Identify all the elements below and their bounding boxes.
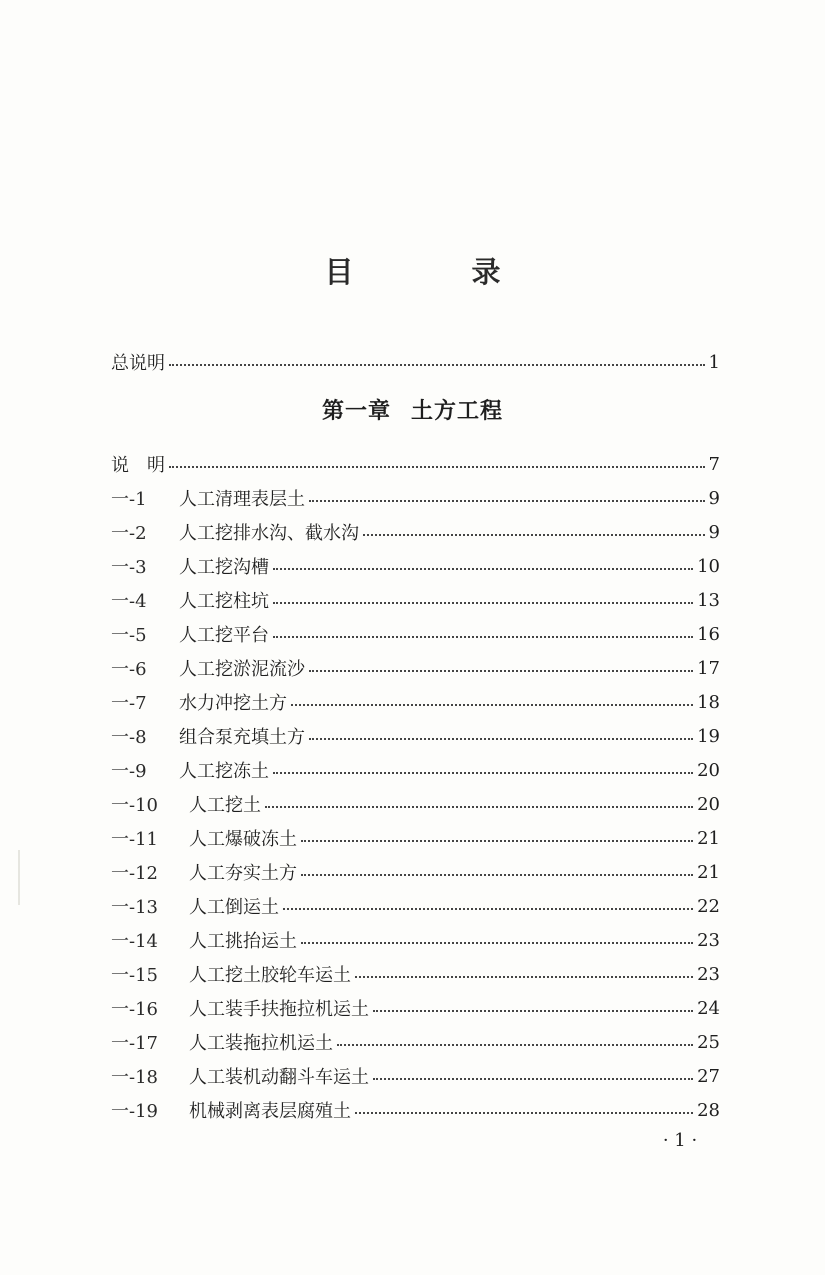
toc-leader-dots xyxy=(291,704,693,706)
toc-leader-dots xyxy=(355,1112,693,1114)
toc-entry-number: 一-18 xyxy=(111,1067,158,1088)
toc-entry-page: 9 xyxy=(708,487,720,509)
toc-leader-dots xyxy=(169,364,705,366)
toc-entry-page: 23 xyxy=(697,963,720,985)
toc-entry[interactable] xyxy=(111,1095,720,1125)
toc-intro-page: 1 xyxy=(708,351,720,373)
toc-leader-dots xyxy=(363,534,705,536)
toc-entry-page: 7 xyxy=(708,453,720,475)
toc-entry-label: 机械剥离表层腐殖土 xyxy=(189,1101,351,1122)
toc-entry-page: 13 xyxy=(697,589,720,611)
toc-entry-label: 人工挖冻土 xyxy=(179,761,269,782)
toc-entry-page: 28 xyxy=(697,1099,720,1121)
toc-entry[interactable] xyxy=(111,585,720,615)
toc-entry-number: 一-9 xyxy=(111,761,147,782)
toc-entry[interactable] xyxy=(111,959,720,989)
toc-entry-page: 9 xyxy=(708,521,720,543)
toc-entry[interactable] xyxy=(111,449,720,479)
toc-entry-label: 人工挖柱坑 xyxy=(179,591,269,612)
toc-entry-number: 一-3 xyxy=(111,557,147,578)
toc-entry-label: 水力冲挖土方 xyxy=(179,693,287,714)
chapter-number: 第一章 xyxy=(321,399,391,424)
toc-entry-number: 一-14 xyxy=(111,931,158,952)
toc-leader-dots xyxy=(169,466,705,468)
toc-leader-dots xyxy=(337,1044,693,1046)
toc-entry-number: 一-12 xyxy=(111,863,158,884)
toc-leader-dots xyxy=(309,670,693,672)
toc-entry-page: 21 xyxy=(697,861,720,883)
toc-entry-label: 人工装拖拉机运土 xyxy=(189,1033,333,1054)
toc-leader-dots xyxy=(273,602,693,604)
toc-intro-label: 总说明 xyxy=(111,353,165,374)
toc-entry-number: 一-2 xyxy=(111,523,147,544)
toc-entry-page: 17 xyxy=(697,657,720,679)
toc-leader-dots xyxy=(355,976,693,978)
toc-leader-dots xyxy=(273,772,693,774)
chapter-heading xyxy=(0,394,825,425)
toc-entry[interactable] xyxy=(111,653,720,683)
toc-entry-number: 一-15 xyxy=(111,965,158,986)
toc-entry-label: 人工装机动翻斗车运土 xyxy=(189,1067,369,1088)
toc-leader-dots xyxy=(301,840,693,842)
toc-entry[interactable] xyxy=(111,993,720,1023)
toc-entry-label: 组合泵充填土方 xyxy=(179,727,305,748)
toc-entry-number: 一-6 xyxy=(111,659,147,680)
toc-entry-page: 23 xyxy=(697,929,720,951)
toc-entry-page: 24 xyxy=(697,997,720,1019)
chapter-name: 土方工程 xyxy=(411,399,504,424)
toc-entry-label: 人工夯实土方 xyxy=(189,863,297,884)
toc-entry-page: 22 xyxy=(697,895,720,917)
toc-entry-page: 21 xyxy=(697,827,720,849)
toc-entry-label: 人工清理表层土 xyxy=(179,489,305,510)
toc-entry-label: 人工挑抬运土 xyxy=(189,931,297,952)
toc-entry-number: 一-17 xyxy=(111,1033,158,1054)
toc-intro-row[interactable] xyxy=(111,347,720,377)
toc-entry-number: 一-16 xyxy=(111,999,158,1020)
toc-entry-label: 人工装手扶拖拉机运土 xyxy=(189,999,369,1020)
toc-leader-dots xyxy=(373,1010,693,1012)
toc-leader-dots xyxy=(373,1078,693,1080)
toc-entry-label: 人工挖沟槽 xyxy=(179,557,269,578)
toc-leader-dots xyxy=(309,738,693,740)
toc-entry-number: 一-11 xyxy=(111,829,158,850)
toc-entry-label: 说 明 xyxy=(111,455,165,476)
toc-entry[interactable] xyxy=(111,755,720,785)
toc-entry-label: 人工爆破冻土 xyxy=(189,829,297,850)
toc-entry[interactable] xyxy=(111,823,720,853)
toc-entry-label: 人工挖淤泥流沙 xyxy=(179,659,305,680)
toc-entry-number: 一-10 xyxy=(111,795,158,816)
toc-entry[interactable] xyxy=(111,483,720,513)
page-title: 目 录 xyxy=(324,255,555,289)
toc-entry[interactable] xyxy=(111,619,720,649)
page-number: · 1 · xyxy=(662,1130,698,1151)
toc-entry-number: 一-13 xyxy=(111,897,158,918)
toc-entry-page: 19 xyxy=(697,725,720,747)
toc-entry-page: 18 xyxy=(697,691,720,713)
toc-entry-page: 27 xyxy=(697,1065,720,1087)
toc-entry[interactable] xyxy=(111,857,720,887)
toc-entry[interactable] xyxy=(111,551,720,581)
toc-leader-dots xyxy=(301,942,693,944)
scan-edge-mark xyxy=(18,850,20,905)
toc-entry-number: 一-7 xyxy=(111,693,147,714)
toc-entry-label: 人工挖平台 xyxy=(179,625,269,646)
toc-entry-number: 一-1 xyxy=(111,489,147,510)
toc-entry-number: 一-8 xyxy=(111,727,147,748)
toc-entry-page: 25 xyxy=(697,1031,720,1053)
toc-entry-page: 20 xyxy=(697,793,720,815)
toc-leader-dots xyxy=(309,500,705,502)
toc-entry[interactable] xyxy=(111,789,720,819)
toc-leader-dots xyxy=(283,908,693,910)
toc-leader-dots xyxy=(273,568,693,570)
toc-entry[interactable] xyxy=(111,721,720,751)
toc-entry[interactable] xyxy=(111,517,720,547)
toc-entry-page: 16 xyxy=(697,623,720,645)
toc-leader-dots xyxy=(301,874,693,876)
toc-leader-dots xyxy=(273,636,693,638)
toc-entry-page: 20 xyxy=(697,759,720,781)
toc-entry-page: 10 xyxy=(697,555,720,577)
toc-entry-number: 一-19 xyxy=(111,1101,158,1122)
toc-entry-label: 人工倒运土 xyxy=(189,897,279,918)
toc-entry-label: 人工挖排水沟、截水沟 xyxy=(179,523,359,544)
toc-entry-label: 人工挖土胶轮车运土 xyxy=(189,965,351,986)
toc-entry[interactable] xyxy=(111,891,720,921)
toc-entry-number: 一-4 xyxy=(111,591,147,612)
toc-entry[interactable] xyxy=(111,925,720,955)
toc-entry[interactable] xyxy=(111,687,720,717)
toc-entry[interactable] xyxy=(111,1061,720,1091)
toc-entry-label: 人工挖土 xyxy=(189,795,261,816)
toc-leader-dots xyxy=(265,806,693,808)
toc-entry[interactable] xyxy=(111,1027,720,1057)
toc-entry-number: 一-5 xyxy=(111,625,147,646)
